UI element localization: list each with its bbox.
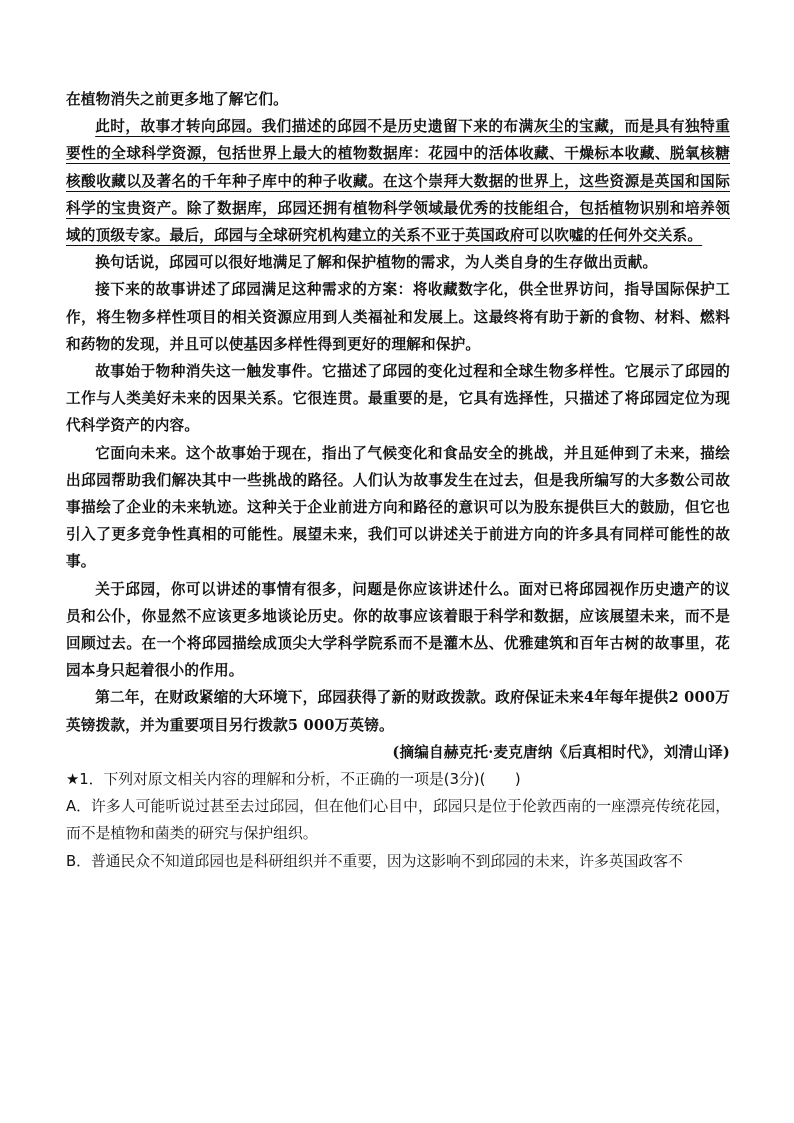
paragraph-6: 关于邱园，你可以讲述的事情有很多，问题是你应该讲述什么。面对已将邱园视作历史遗产的议员和公仆，你显然不应该更多地谈论历史。你的故事应该着眼于科学和数据，应该展望未来，而不是回顾过去。在一个将邱园描绘成顶尖大学科学院系而不是灌木丛、优雅建筑和百年古树的故事里，花园本身只起着很小的作用。: [66, 580, 730, 680]
paragraph-4: 故事始于物种消失这一触发事件。它描述了邱园的变化过程和全球生物多样性。它展示了邱园的工作与人类美好未来的因果关系。它很连贯。最重要的是，它具有选择性，只描述了将邱园定位为现代科学资产的内容。: [66, 363, 730, 435]
question-stem: ★1．下列对原文相关内容的理解和分析，不正确的一项是(3分)( ): [66, 771, 521, 789]
option-a: A．许多人可能听说过甚至去过邱园，但在他们心目中，邱园只是位于伦敦西南的一座漂亮传统花园，而不是植物和菌类的研究与保护组织。: [66, 798, 730, 843]
paragraph-5: 它面向未来。这个故事始于现在，指出了气候变化和食品安全的挑战，并且延伸到了未来，描绘出邱园帮助我们解决其中一些挑战的路径。人们认为故事发生在过去，但是我所编写的大多数公司故事描绘了企业的未来轨迹。这种关于企业前进方向和路径的意识可以为股东提供巨大的鼓励，但它也引入了更多竞争性真相的可能性。展望未来，我们可以讲述关于前进方向的许多具有同样可能性的故事。: [66, 444, 730, 571]
paragraph-2: 换句话说，邱园可以很好地满足了解和保护植物的需求，为人类自身的生存做出贡献。: [95, 254, 658, 272]
paragraph-0: 在植物消失之前更多地了解它们。: [66, 91, 288, 108]
paragraph-1-underlined: 此时，故事才转向邱园。我们描述的邱园不是历史遗留下来的布满灰尘的宝藏，而是具有独特重要性的全球科学资源，包括世界上最大的植物数据库：花园中的活体收藏、干燥标本收藏、脱氧核糖核酸收藏以及著名的千年种子库中的种子收藏。在这个崇拜大数据的世界上，这些资源是英国和国际科学的宝贵资产。除了数据库，邱园还拥有植物科学领域最优秀的技能组合，包括植物识别和培养领域的顶级专家。最后，邱园与全球研究机构建立的关系不亚于英国政府可以吹嘘的任何外交关系。: [66, 118, 730, 245]
paragraph-7: 第二年，在财政紧缩的大环境下，邱园获得了新的财政拨款。政府保证未来4年每年提供2 000万英镑拨款，并为重要项目另行拨款5 000万英镑。: [66, 689, 730, 734]
source-citation: (摘编自赫克托·麦克唐纳《后真相时代》，刘清山译): [392, 743, 730, 761]
option-b: B．普通民众不知道邱园也是科研组织并不重要，因为这影响不到邱园的未来，许多英国政客不: [66, 852, 683, 870]
paragraph-3: 接下来的故事讲述了邱园满足这种需求的方案：将收藏数字化，供全世界访问，指导国际保护工作，将生物多样性项目的相关资源应用到人类福祉和发展上。这最终将有助于新的食物、材料、燃料和药物的发现，并且可以使基因多样性得到更好的理解和保护。: [66, 281, 730, 353]
